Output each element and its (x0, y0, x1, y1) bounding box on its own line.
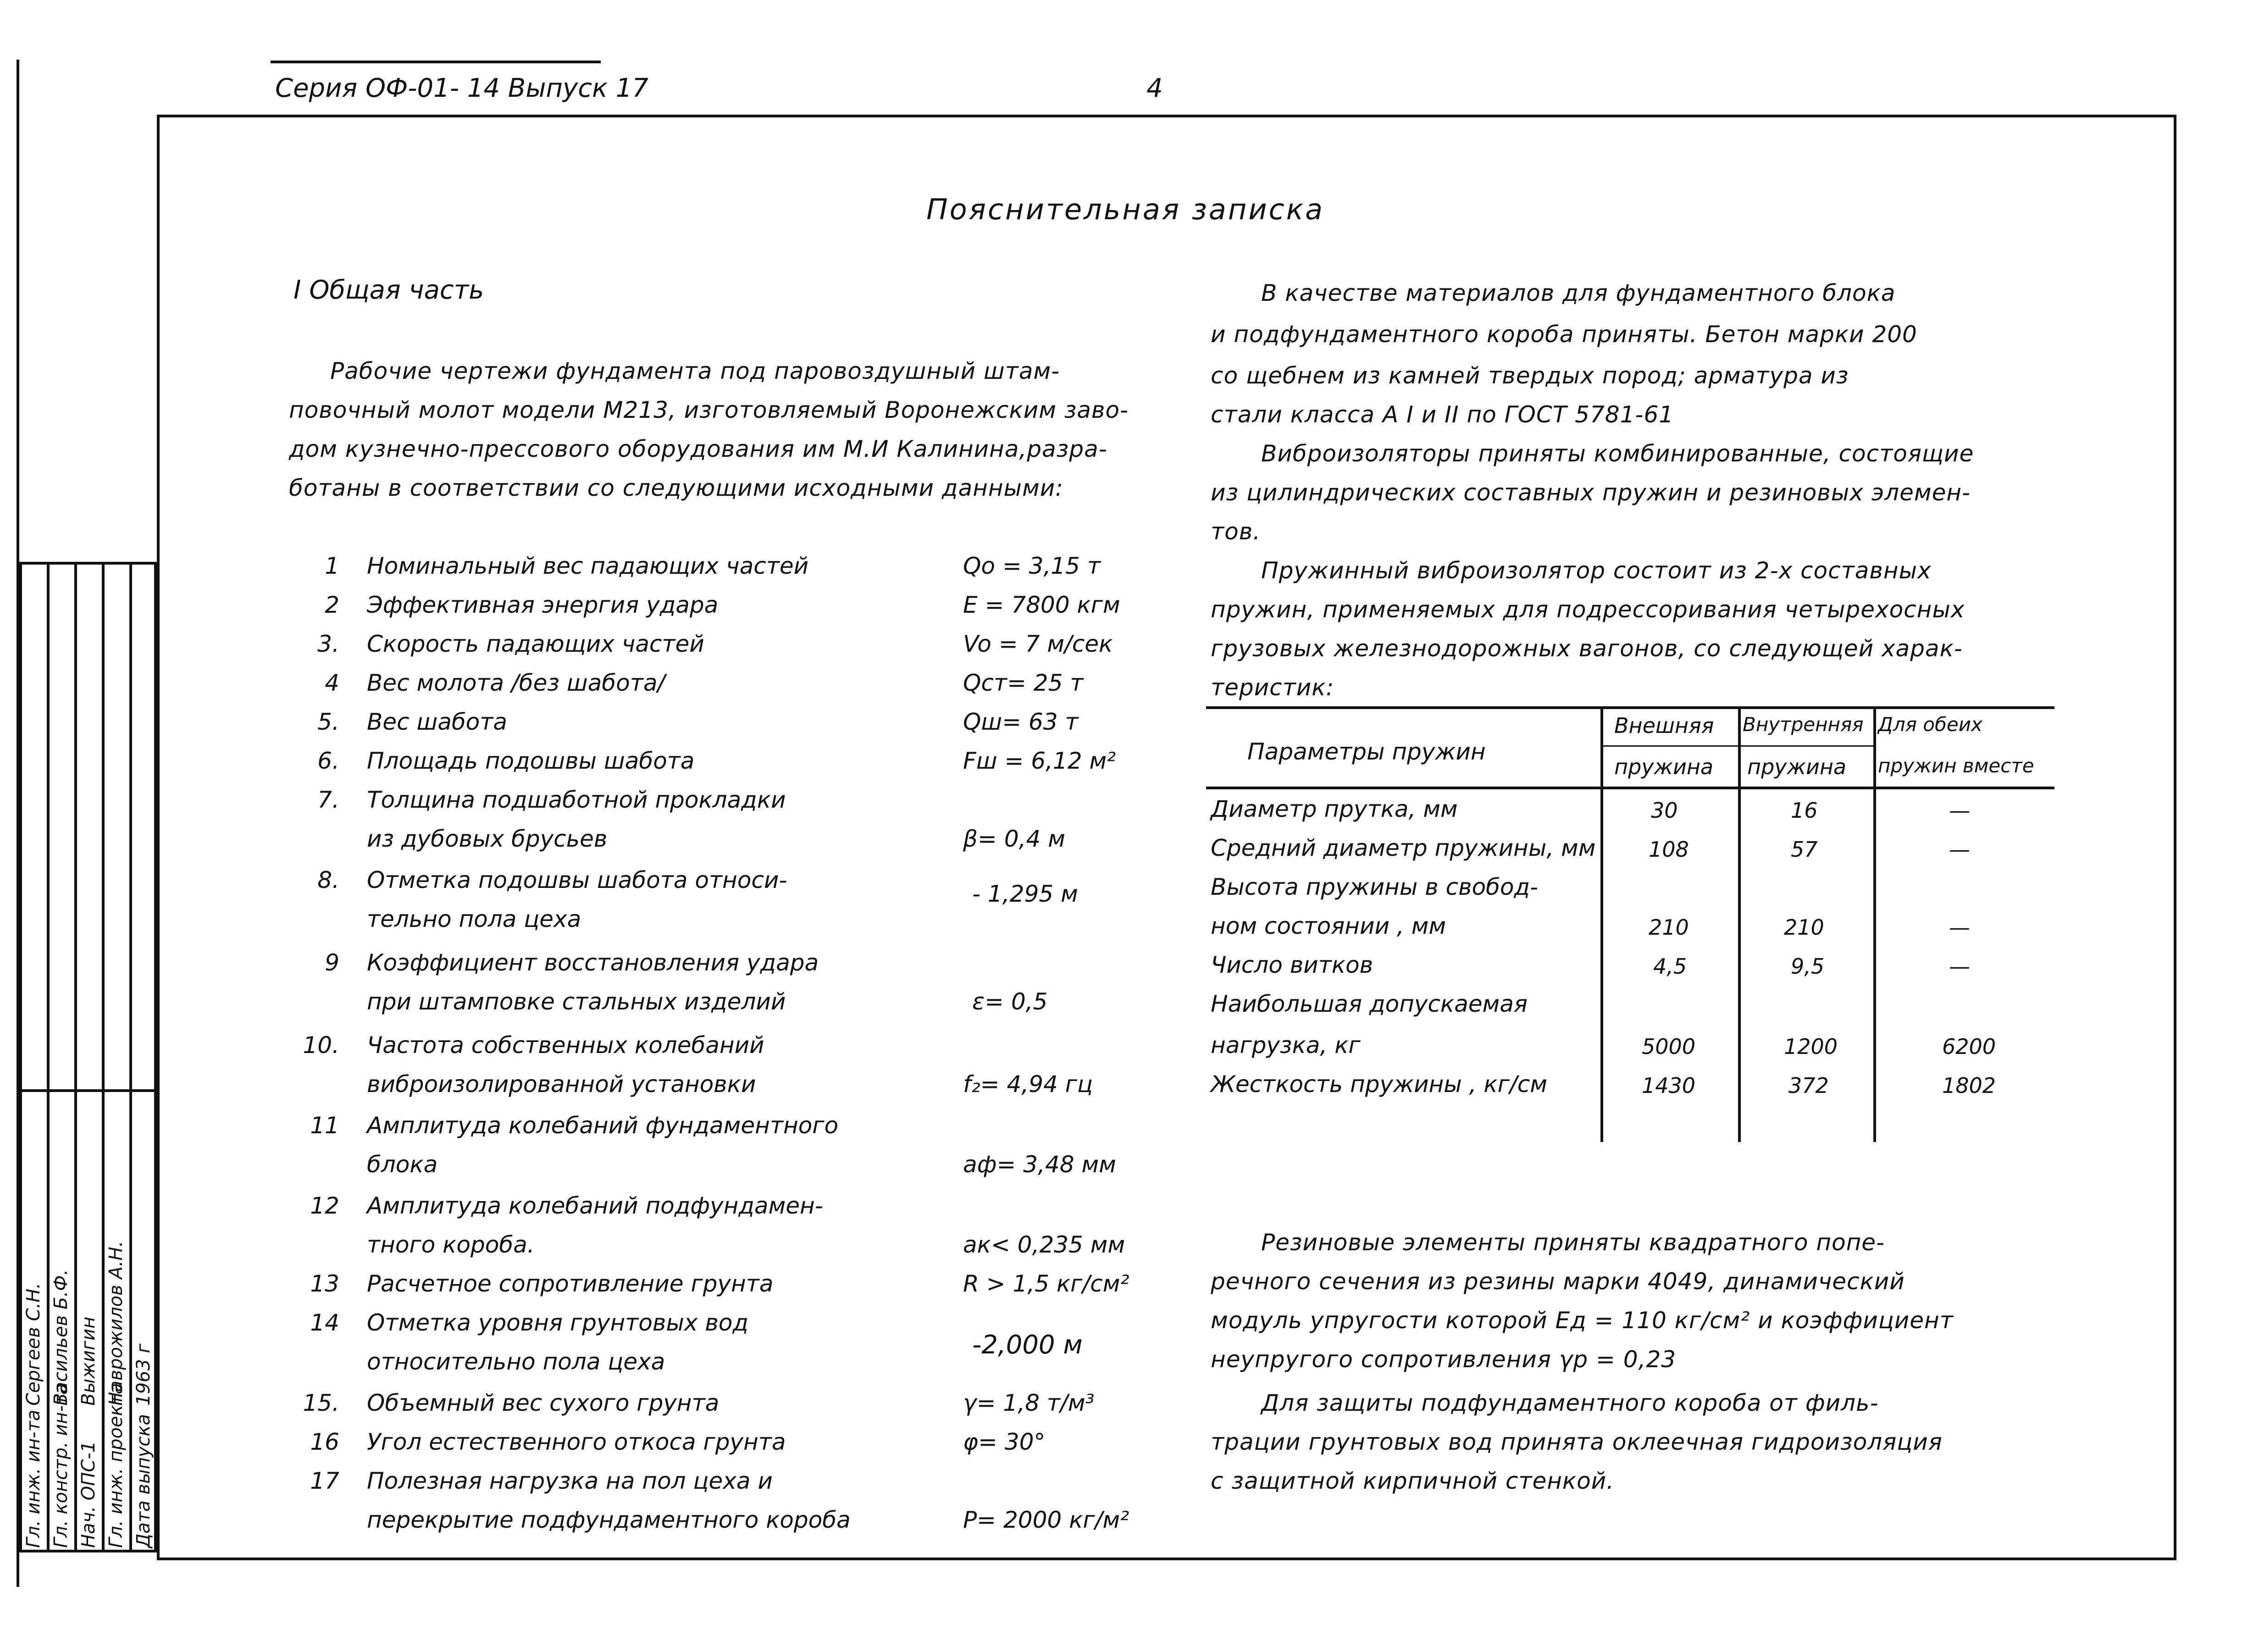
param-number: 6. (317, 748, 339, 774)
table-cell-both: — (1949, 915, 1970, 940)
table-col-rule (1738, 706, 1741, 1142)
series-label: Серия ОФ-01- 14 Выпуск 17 (275, 73, 648, 103)
param-number: 3. (317, 631, 339, 657)
param-number: 9 (325, 949, 339, 976)
table-header-both-sub: пружин вместе (1878, 754, 2034, 777)
param-value: aк< 0,235 мм (963, 1231, 1125, 1258)
param-value: -2,000 м (972, 1330, 1083, 1360)
intro-line: ботаны в соответствии со следующими исходными данными: (289, 475, 1064, 501)
table-header-inner-sub: пружина (1747, 754, 1847, 779)
paragraph-line: модуль упругости которой Eд = 110 кг/см² и коэффициент (1211, 1307, 1954, 1334)
table-row-label: нагрузка, кг (1211, 1032, 1361, 1059)
table-cell-inner: 9,5 (1791, 954, 1825, 979)
table-row-label: Средний диаметр пружины, мм (1211, 835, 1596, 861)
paragraph-line: неупругого сопротивления γр = 0,23 (1211, 1346, 1677, 1373)
table-cell-inner: 372 (1788, 1073, 1829, 1098)
table-row-label: Наибольшая допускаемая (1211, 991, 1528, 1017)
table-cell-inner: 16 (1791, 798, 1818, 823)
param-text: Полезная нагрузка на пол цеха и (367, 1468, 773, 1494)
table-row-label: ном состоянии , мм (1211, 913, 1446, 939)
param-text: виброизолированной установки (367, 1071, 756, 1098)
table-header-outer-sub: пружина (1614, 754, 1714, 779)
table-cell-both: — (1949, 837, 1970, 862)
stamp-role: Гл. инж. ин-та (23, 1409, 44, 1548)
intro-line: Рабочие чертежи фундамента под паровоздушный штам- (330, 358, 1060, 384)
param-text: перекрытие подфундаментного короба (367, 1507, 851, 1533)
param-number: 1 (325, 553, 339, 579)
param-number: 14 (310, 1309, 339, 1336)
param-value: Qo = 3,15 т (963, 553, 1101, 579)
paragraph-line: грузовых железнодорожных вагонов, со следующей харак- (1211, 635, 1963, 662)
paragraph-line: трации грунтовых вод принята оклеечная гидроизоляция (1211, 1429, 1943, 1455)
param-text: Площадь подошвы шабота (367, 748, 695, 774)
page-number: 4 (1146, 73, 1163, 103)
param-text: Вес молота /без шабота/ (367, 670, 665, 696)
param-text: Амплитуда колебаний фундаментного (367, 1112, 839, 1139)
param-text: Номинальный вес падающих частей (367, 553, 809, 579)
param-value: P= 2000 кг/м² (963, 1507, 1130, 1533)
param-text: Коэффициент восстановления удара (367, 949, 819, 976)
param-text: Отметка подошвы шабота относи- (367, 867, 787, 893)
table-row-label: Диаметр прутка, мм (1211, 796, 1458, 822)
paragraph-line: с защитной кирпичной стенкой. (1211, 1468, 1615, 1494)
stamp-name: 1963 г (133, 1343, 154, 1406)
param-value: ε= 0,5 (972, 988, 1048, 1015)
param-text: Отметка уровня грунтовых вод (367, 1309, 748, 1336)
table-col-rule (1600, 706, 1603, 1142)
table-col-rule (1873, 706, 1876, 1142)
param-text: блока (367, 1151, 438, 1178)
param-text: при штамповке стальных изделий (367, 988, 786, 1015)
param-text: из дубовых брусьев (367, 826, 608, 852)
table-cell-outer: 30 (1651, 798, 1678, 823)
param-value: R > 1,5 кг/см² (963, 1270, 1130, 1297)
title-stamp (19, 562, 157, 1552)
stamp-name: Сергеев С.Н. (23, 1283, 44, 1406)
table-header-params: Параметры пружин (1247, 738, 1486, 765)
stamp-name: Васильев Б.Ф. (50, 1269, 72, 1406)
param-number: 2 (325, 592, 339, 618)
param-value: E = 7800 кгм (963, 592, 1120, 618)
paragraph-line: речного сечения из резины марки 4049, динамический (1211, 1268, 1905, 1295)
param-text: тельно пола цеха (367, 906, 581, 932)
table-cell-both: — (1949, 798, 1970, 823)
param-value: aф= 3,48 мм (963, 1151, 1116, 1178)
param-number: 16 (310, 1429, 339, 1455)
table-row-label: Высота пружины в свобод- (1211, 874, 1539, 900)
param-value: Qш= 63 т (963, 709, 1079, 735)
paragraph-line: со щебнем из камней твердых пород; арматура из (1211, 362, 1849, 389)
param-text: Объемный вес сухого грунта (367, 1390, 720, 1416)
table-cell-inner: 57 (1791, 837, 1818, 862)
param-number: 5. (317, 709, 339, 735)
paragraph-line: В качестве материалов для фундаментного блока (1261, 280, 1896, 306)
param-value: Vo = 7 м/сек (963, 631, 1113, 657)
document-title: Пояснительная записка (926, 193, 1325, 226)
table-cell-inner: 210 (1784, 915, 1824, 940)
table-cell-both: 6200 (1942, 1034, 1996, 1059)
paragraph-line: стали класса А I и II по ГОСТ 5781-61 (1211, 401, 1674, 428)
param-text: Угол естественного откоса грунта (367, 1429, 786, 1455)
param-text: Толщина подшаботной прокладки (367, 787, 786, 813)
table-row-label: Жесткость пружины , кг/см (1211, 1071, 1547, 1098)
param-value: φ= 30° (963, 1429, 1046, 1455)
stamp-role: Гл. констр. ин-та (50, 1383, 72, 1548)
param-text: относительно пола цеха (367, 1348, 665, 1375)
param-number: 7. (317, 787, 339, 813)
table-header-rule (1206, 787, 2054, 789)
param-text: Расчетное сопротивление грунта (367, 1270, 774, 1297)
paragraph-line: и подфундаментного короба приняты. Бетон марки 200 (1211, 321, 1917, 348)
param-value: Fш = 6,12 м² (963, 748, 1116, 774)
stamp-role: Нач. ОПС-1 (78, 1441, 99, 1548)
table-inner-rule (1600, 745, 1873, 747)
paragraph-line: из цилиндрических составных пружин и резиновых элемен- (1211, 479, 1971, 506)
table-cell-both: 1802 (1942, 1073, 1996, 1098)
paragraph-line: пружин, применяемых для подрессоривания четырехосных (1211, 596, 1965, 623)
paragraph-line: Виброизоляторы приняты комбинированные, состоящие (1261, 440, 1974, 467)
table-cell-outer: 1430 (1642, 1073, 1696, 1098)
section-heading: I Общая часть (293, 275, 484, 305)
param-text: Вес шабота (367, 709, 508, 735)
param-number: 13 (310, 1270, 339, 1297)
table-cell-outer: 108 (1649, 837, 1689, 862)
param-number: 11 (310, 1112, 339, 1139)
paragraph-line: тов. (1211, 518, 1261, 545)
stamp-role: Гл. инж. проекта (105, 1383, 127, 1548)
param-text: Эффективная энергия удара (367, 592, 719, 618)
paragraph-line: Пружинный виброизолятор состоит из 2-х составных (1261, 557, 1932, 584)
stamp-name: Выжигин (78, 1316, 99, 1406)
param-number: 8. (317, 867, 339, 893)
stamp-role: Дата выпуска (133, 1414, 154, 1548)
intro-line: дом кузнечно-прессового оборудования им М.И Калинина,разра- (289, 436, 1107, 462)
header-underline (271, 61, 601, 63)
table-header-inner: Внутренняя (1743, 713, 1864, 736)
table-cell-outer: 5000 (1642, 1034, 1696, 1059)
param-value: - 1,295 м (972, 881, 1078, 907)
param-text: тного короба. (367, 1231, 535, 1258)
param-value: f₂= 4,94 гц (963, 1071, 1093, 1098)
param-number: 10. (303, 1032, 339, 1059)
table-row-label: Число витков (1211, 952, 1373, 978)
param-value: γ= 1,8 т/м³ (963, 1390, 1095, 1416)
paragraph-line: Для защиты подфундаментного короба от филь- (1261, 1390, 1879, 1416)
param-number: 4 (325, 670, 339, 696)
param-value: Qст= 25 т (963, 670, 1084, 696)
paragraph-line: Резиновые элементы приняты квадратного попе- (1261, 1229, 1885, 1256)
param-number: 12 (310, 1192, 339, 1219)
intro-line: повочный молот модели М213, изготовляемый Воронежским заво- (289, 397, 1129, 423)
param-number: 15. (303, 1390, 339, 1416)
param-number: 17 (310, 1468, 339, 1494)
table-cell-outer: 210 (1649, 915, 1689, 940)
param-text: Частота собственных колебаний (367, 1032, 764, 1059)
table-cell-outer: 4,5 (1653, 954, 1687, 979)
param-text: Скорость падающих частей (367, 631, 704, 657)
stamp-name: Наврожилов А.Н. (105, 1241, 127, 1406)
table-header-outer: Внешняя (1614, 713, 1714, 738)
table-top-rule (1206, 706, 2054, 709)
table-cell-both: — (1949, 954, 1970, 979)
param-text: Амплитуда колебаний подфундамен- (367, 1192, 823, 1219)
param-value: β= 0,4 м (963, 826, 1065, 852)
table-header-both: Для обеих (1878, 713, 1982, 736)
table-cell-inner: 1200 (1784, 1034, 1838, 1059)
paragraph-line: теристик: (1211, 674, 1334, 701)
